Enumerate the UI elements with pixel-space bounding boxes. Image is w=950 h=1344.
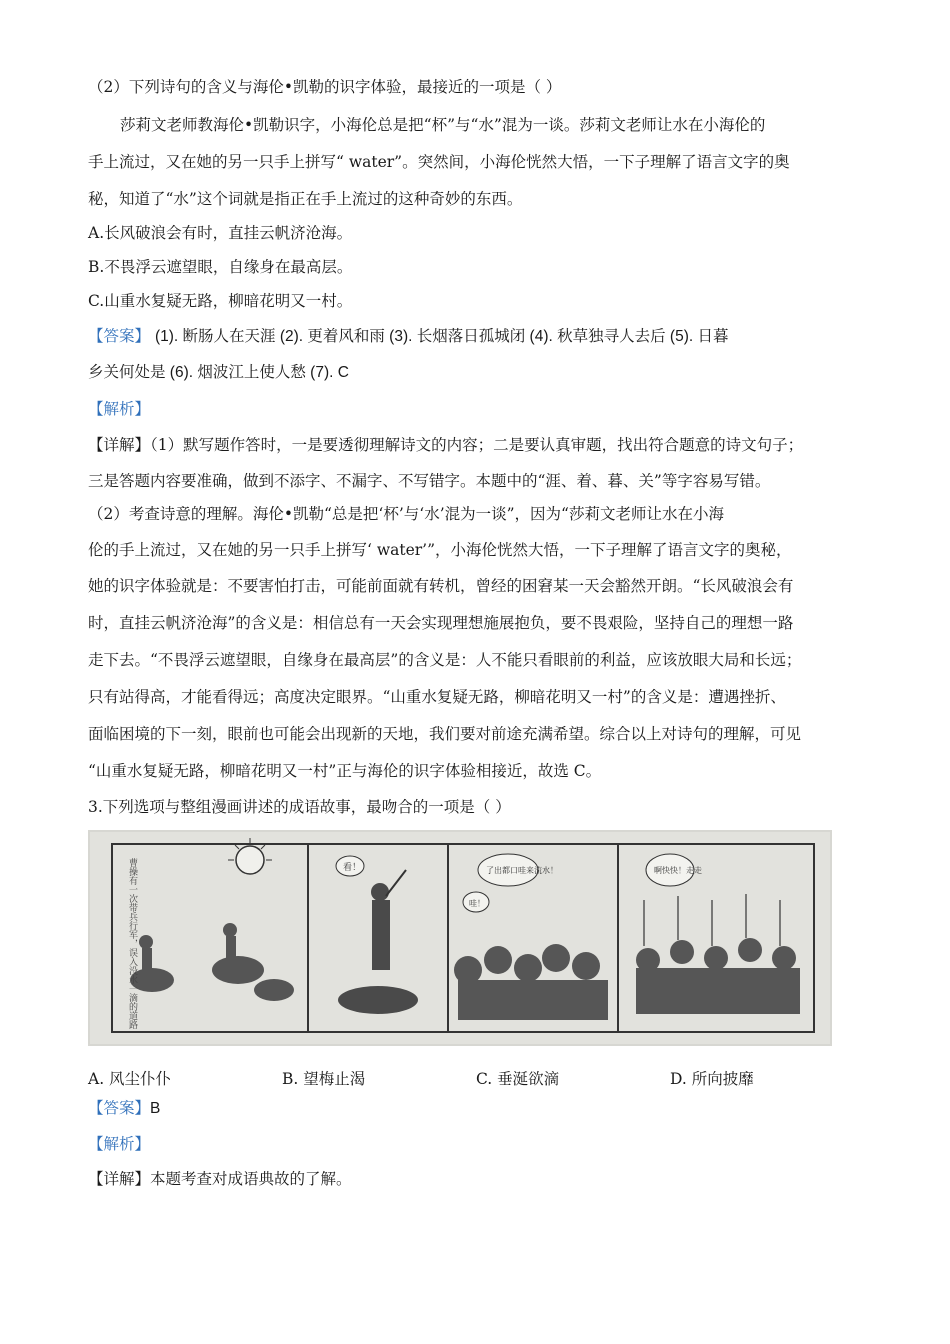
q3-option-b: B. 望梅止渴: [282, 1070, 366, 1088]
panel-4-bubble: 啊快快！走走: [654, 866, 702, 875]
answer-2-value: B: [150, 1100, 161, 1117]
comic-strip-image: [88, 830, 832, 1046]
panel-1-caption: 曹操有一次带兵行军，误入没水一滴的道路: [127, 858, 137, 1029]
answer-1-line: [88, 325, 728, 348]
answer-1-text: (1). 断肠人在天涯 (2). 更着风和雨 (3). 长烟落日孤城闭 (4). 秋草独寻人去后 (5). 日暮: [154, 328, 729, 345]
answer-tag: 【答案】: [88, 327, 151, 345]
q2-passage-line-1: 莎莉文老师教海伦•凯勒识字，小海伦总是把“杯”与“水”混为一谈。莎莉文老师让水在小海伦的: [120, 116, 766, 134]
detail-line-8: 只有站得高，才能看得远；高度决定眼界。“山重水复疑无路，柳暗花明又一村”的含义是：遭遇挫折、: [88, 688, 786, 706]
q2-option-a: A.长风破浪会有时，直挂云帆济沧海。: [88, 224, 353, 242]
detail-line-1: [88, 434, 803, 456]
analysis-2-tag: 【解析】: [88, 1135, 151, 1153]
detail-2-line: [88, 1168, 352, 1190]
q2-option-c: C.山重水复疑无路，柳暗花明又一村。: [88, 292, 353, 310]
detail-line-4: 伦的手上流过，又在她的另一只手上拼写‘ water’”，小海伦恍然大悟，一下子理解了语言文字的奥秘，: [88, 541, 792, 559]
q3-option-c: C. 垂涎欲滴: [476, 1070, 560, 1088]
sun-icon: [236, 846, 264, 874]
panel-3-bubble-b: 哇！: [469, 899, 485, 908]
answer-2-line: [88, 1097, 160, 1120]
detail-2-text: 本题考查对成语典故的了解。: [150, 1170, 352, 1188]
q2-passage-line-2: 手上流过，又在她的另一只手上拼写“ water”。突然间，小海伦恍然大悟，一下子理解了语言文字的奥: [88, 153, 790, 171]
panel-2-bubble: 看！: [343, 863, 362, 873]
answer-2-tag: 【答案】: [88, 1099, 151, 1117]
q2-passage-line-3: 秘，知道了“水”这个词就是指正在手上流过的这种奇妙的东西。: [88, 190, 523, 208]
q3-options: [88, 1067, 878, 1089]
detail-text-1: （1）默写题作答时，一是要透彻理解诗文的内容；二是要认真审题，找出符合题意的诗文句子；: [150, 436, 804, 454]
detail-line-2: 三是答题内容要准确，做到不添字、不漏字、不写错字。本题中的“涯、着、暮、关”等字容易写错。: [88, 472, 771, 490]
detail-line-3: （2）考查诗意的理解。海伦•凯勒“总是把‘杯’与‘水’混为一谈”，因为“莎莉文老师让水在小海: [88, 505, 724, 523]
q2-question: （2）下列诗句的含义与海伦•凯勒的识字体验，最接近的一项是（ ）: [88, 78, 562, 96]
analysis-tag: 【解析】: [88, 400, 151, 418]
detail-line-9: 面临困境的下一刻，眼前也可能会出现新的天地，我们要对前途充满希望。综合以上对诗句的理解，可见: [88, 725, 802, 743]
detail-2-tag: 【详解】: [88, 1170, 151, 1188]
q2-option-b: B.不畏浮云遮望眼，自缘身在最高层。: [88, 258, 353, 276]
detail-line-10: “山重水复疑无路，柳暗花明又一村”正与海伦的识字体验相接近，故选 C。: [88, 762, 602, 780]
detail-line-7: 走下去。“不畏浮云遮望眼，自缘身在最高层”的含义是：人不能只看眼前的利益，应该放眼大局和长远；: [88, 651, 802, 669]
detail-line-6: 时，直挂云帆济沧海”的含义是：相信总有一天会实现理想施展抱负，要不畏艰险，坚持自己的理想一路: [88, 614, 794, 632]
panel-3-bubble-a: 了出都口哇来流水！: [486, 866, 558, 875]
q3-option-d: D. 所向披靡: [670, 1070, 754, 1088]
detail-tag: 【详解】: [88, 436, 151, 454]
q3-question: 3.下列选项与整组漫画讲述的成语故事，最吻合的一项是（ ）: [88, 798, 511, 816]
answer-1-line-2: 乡关何处是 (6). 烟波江上使人愁 (7). C: [88, 364, 349, 381]
detail-line-5: 她的识字体验就是：不要害怕打击，可能前面就有转机，曾经的困窘某一天会豁然开朗。“长风破浪会有: [88, 577, 794, 595]
q3-option-a: A. 风尘仆仆: [88, 1070, 172, 1088]
